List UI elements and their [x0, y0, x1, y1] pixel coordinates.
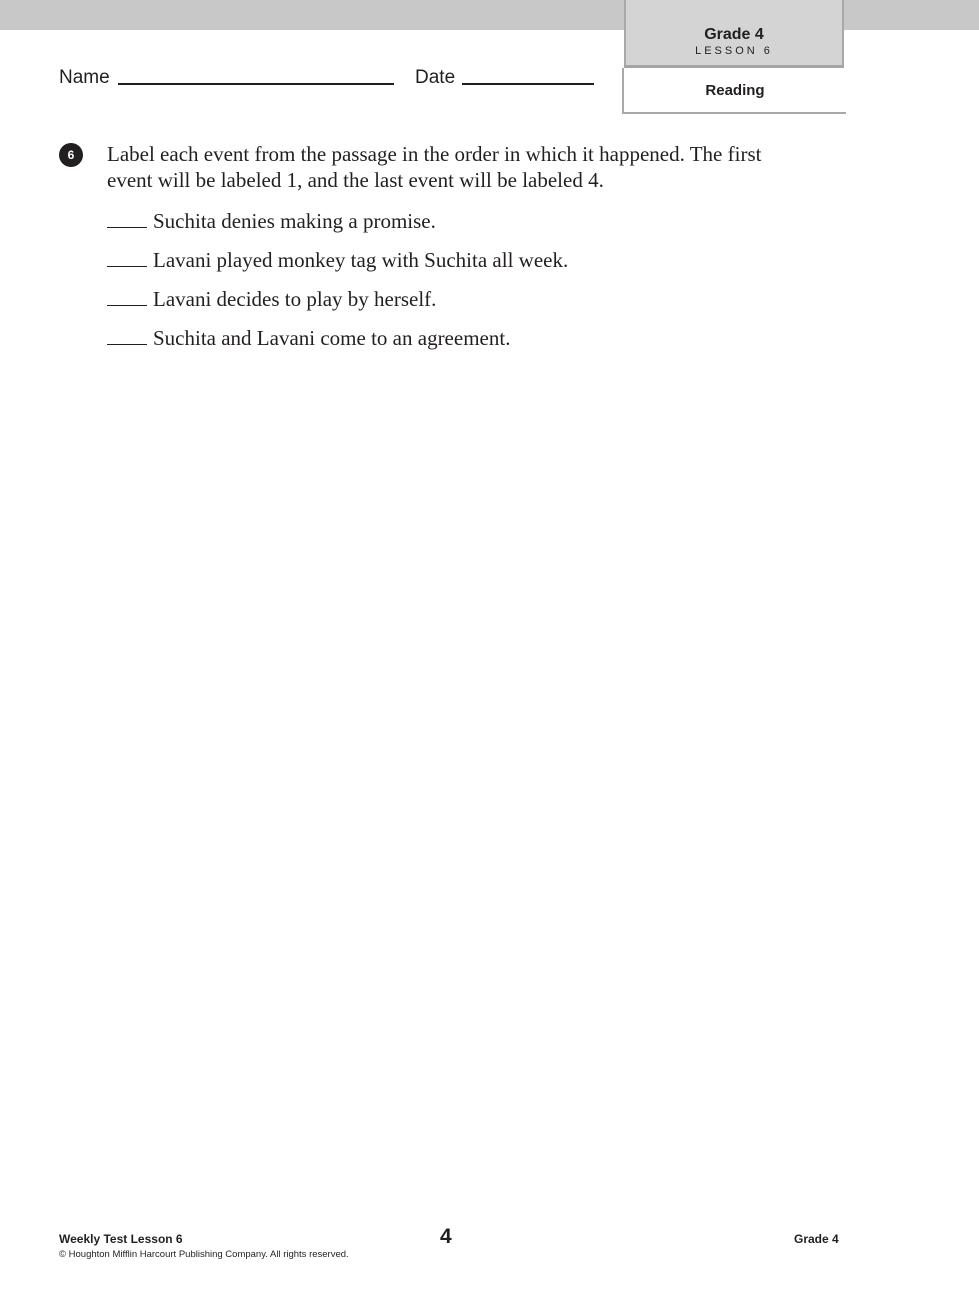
- event-item: [107, 286, 436, 312]
- footer-copyright: © Houghton Mifflin Harcourt Publishing Company. All rights reserved.: [59, 1249, 349, 1260]
- answer-blank[interactable]: [107, 287, 147, 306]
- answer-blank[interactable]: [107, 326, 147, 345]
- event-text: Suchita and Lavani come to an agreement.: [153, 326, 511, 350]
- footer-test-title: Weekly Test Lesson 6: [59, 1232, 183, 1246]
- name-label: Name: [59, 67, 110, 88]
- question-number-badge: 6: [59, 143, 83, 167]
- event-item: [107, 325, 510, 351]
- lesson-label: LESSON 6: [695, 45, 773, 57]
- event-text: Lavani decides to play by herself.: [153, 287, 437, 311]
- grade-label: Grade 4: [704, 26, 764, 43]
- answer-blank[interactable]: [107, 209, 147, 228]
- footer-grade: Grade 4: [794, 1232, 839, 1246]
- event-text: Suchita denies making a promise.: [153, 209, 436, 233]
- event-text: Lavani played monkey tag with Suchita all week.: [153, 248, 569, 272]
- event-item: [107, 247, 568, 273]
- subject-box: [622, 68, 846, 114]
- name-field[interactable]: [118, 83, 394, 85]
- subject-label: Reading: [705, 82, 765, 99]
- event-item: [107, 208, 436, 234]
- date-label: Date: [415, 67, 456, 88]
- date-field[interactable]: [462, 83, 594, 85]
- question-prompt: Label each event from the passage in the order in which it happened. The first event will be labeled 1, and the last event will be labeled 4.: [107, 142, 762, 192]
- answer-blank[interactable]: [107, 248, 147, 267]
- grade-lesson-box: [624, 0, 844, 68]
- page-number: 4: [440, 1225, 452, 1248]
